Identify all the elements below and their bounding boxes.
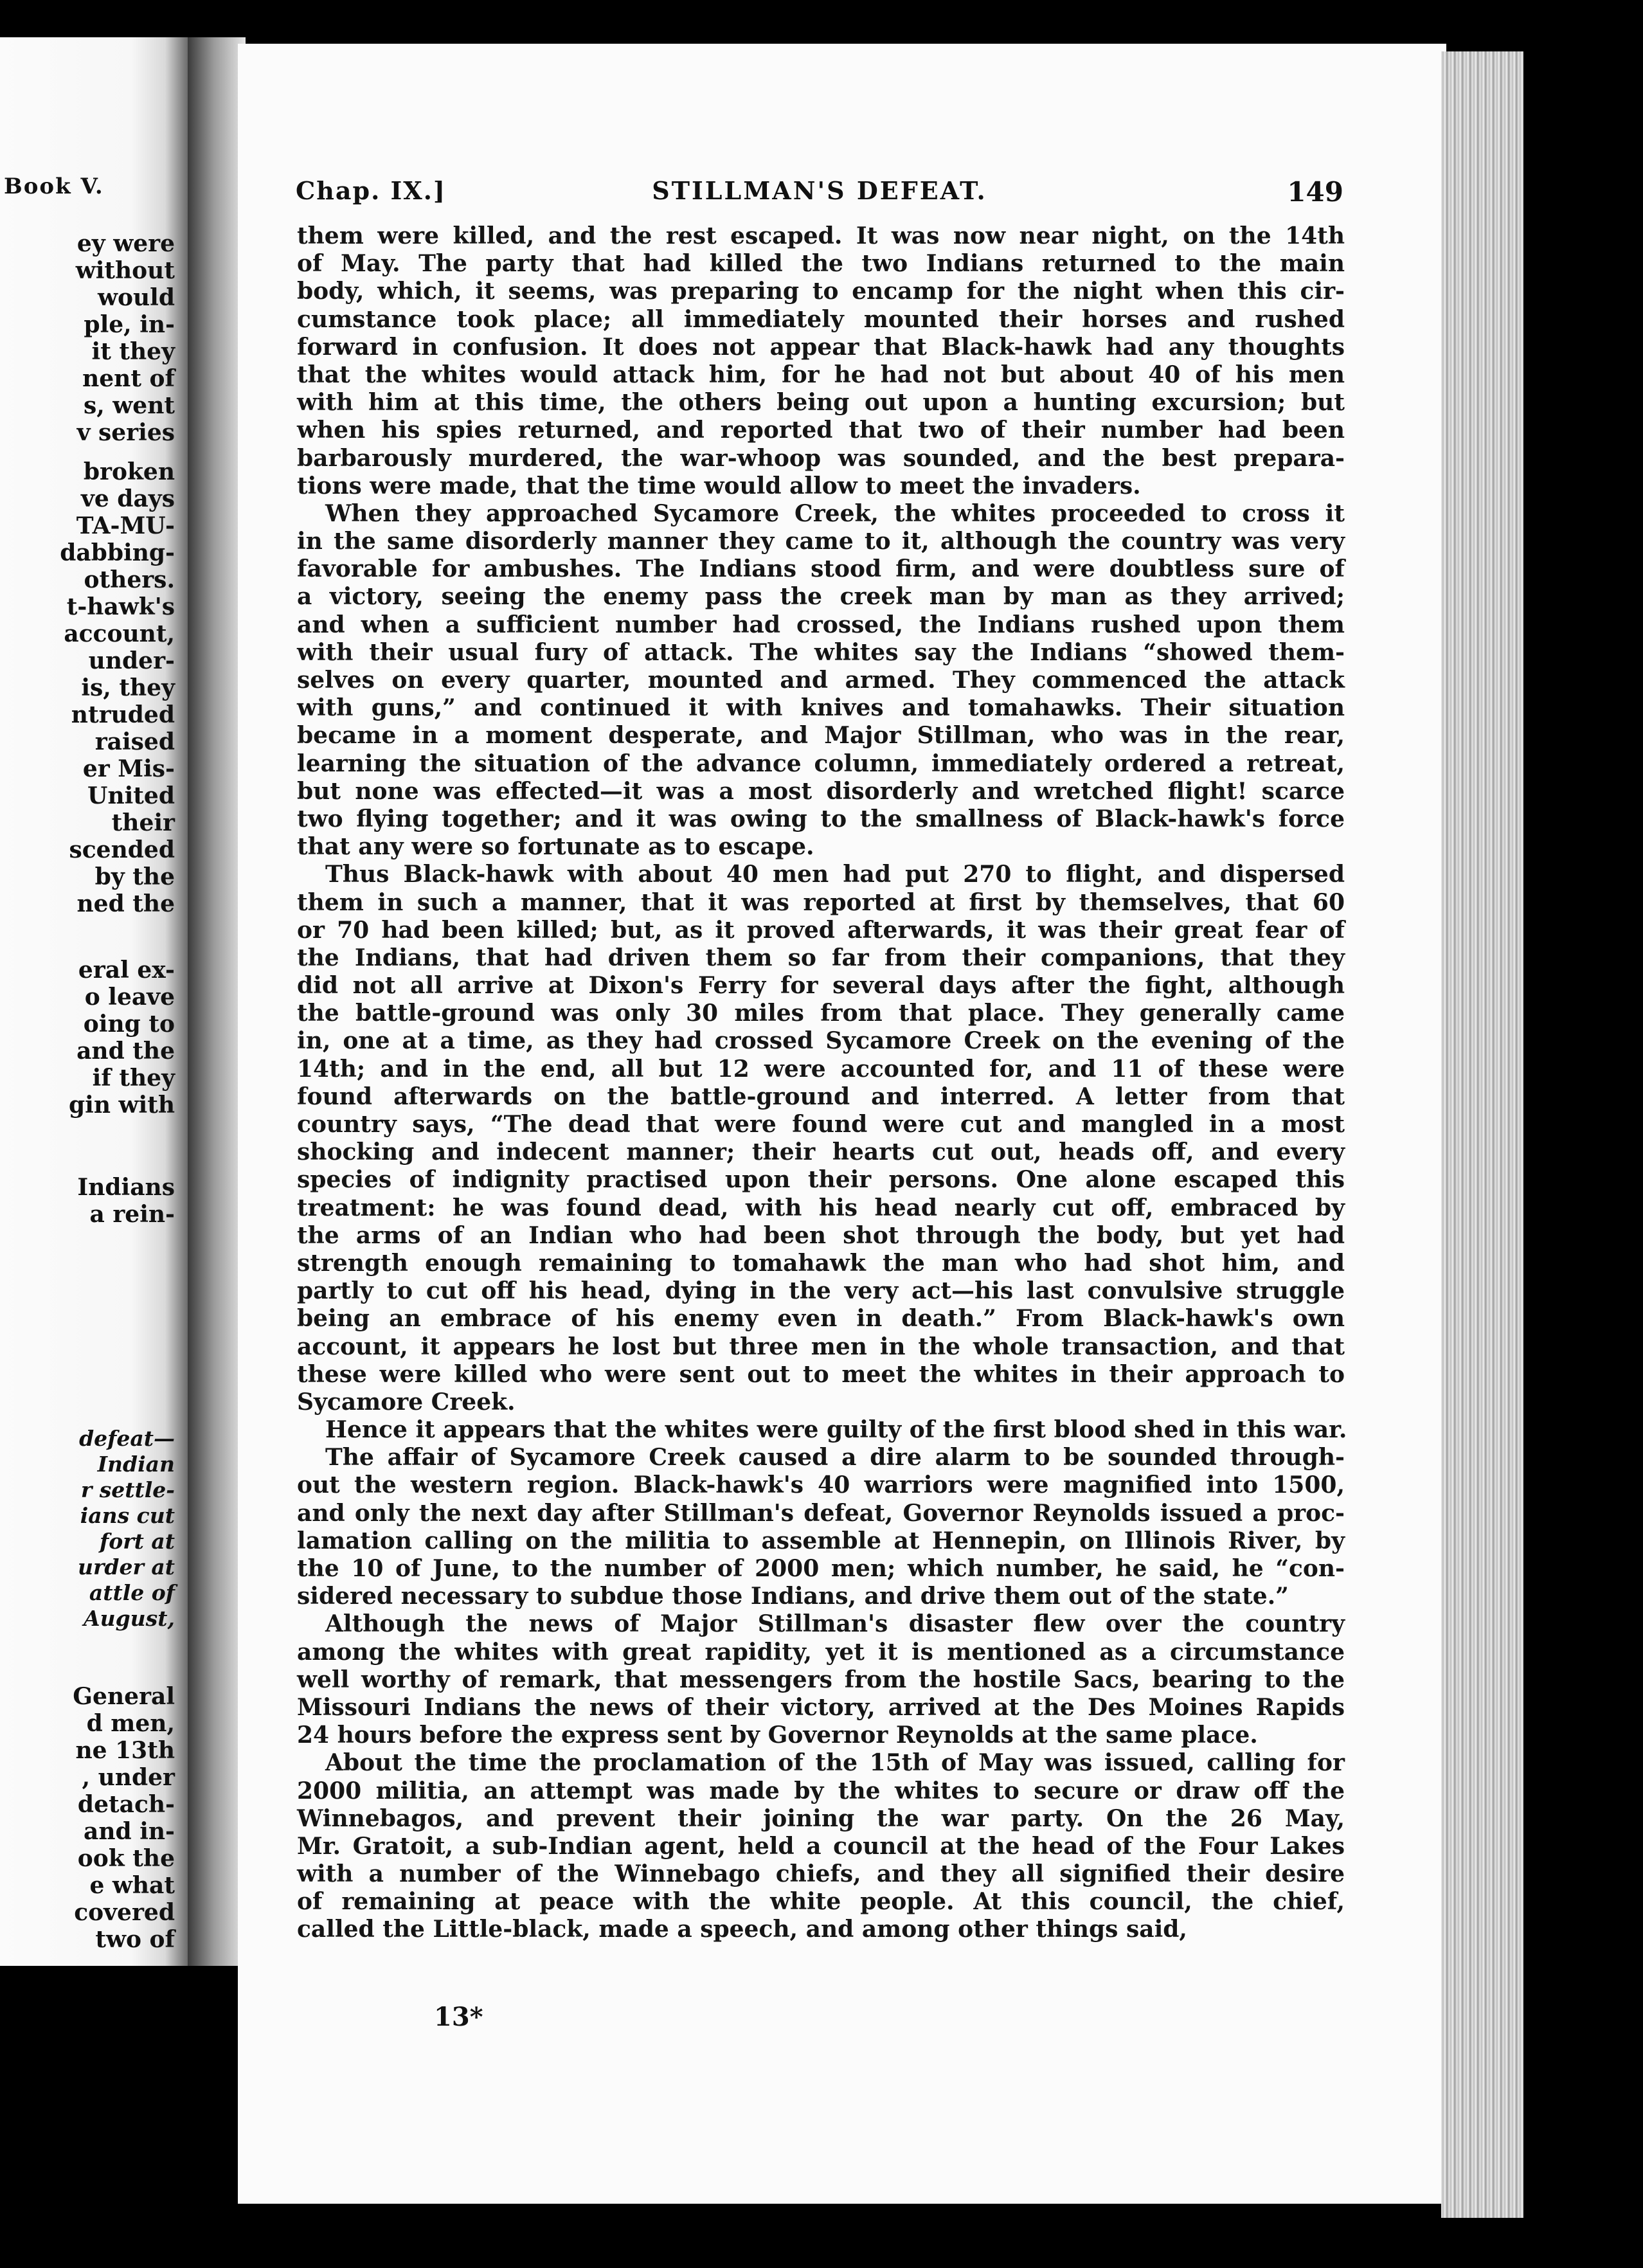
left-text-fragment: fort at (100, 1529, 175, 1554)
left-text-fragment: under- (88, 647, 175, 674)
text-line: with him at this time, the others being out upon a hunting excursion; but (297, 389, 1345, 417)
left-text-fragment: two of (95, 1926, 175, 1953)
left-text-fragment: t-hawk's (66, 593, 175, 620)
text-line: 2000 militia, an attempt was made by the whites to secure or draw off the (297, 1777, 1345, 1805)
text-line: forward in confusion. It does not appear that Black-hawk had any thoughts (297, 333, 1345, 361)
chapter-label: Chap. IX.] (296, 176, 446, 205)
body-text (297, 222, 1345, 1944)
text-line: Although the news of Major Stillman's disaster flew over the country (325, 1610, 1345, 1638)
page-number: 149 (1287, 176, 1343, 208)
left-text-fragment: nent of (82, 365, 175, 392)
left-text-fragment: covered (74, 1899, 175, 1926)
text-line: Hence it appears that the whites were guilty of the first blood shed in this war. (325, 1416, 1347, 1444)
left-text-fragment: Indian (97, 1452, 175, 1477)
left-text-fragment: ook the (77, 1845, 175, 1872)
left-text-fragment: Indians (77, 1174, 175, 1201)
left-text-fragment: TA-MU- (76, 512, 175, 539)
left-text-fragment: others. (84, 566, 175, 593)
text-line: the Indians, that had driven them so far from their companions, that they (297, 944, 1345, 971)
left-text-fragment: s, went (83, 392, 175, 419)
text-line: or 70 had been killed; but, as it proved afterwards, it was their great fear of (297, 916, 1345, 944)
text-line: the arms of an Indian who had been shot through the body, but yet had (297, 1221, 1345, 1249)
text-line: Winnebagos, and prevent their joining the war party. On the 26 May, (297, 1805, 1345, 1832)
text-line: lamation calling on the militia to assemble at Hennepin, on Illinois River, by (297, 1527, 1345, 1554)
text-line: Sycamore Creek. (297, 1388, 516, 1416)
left-text-fragment: attle of (89, 1580, 175, 1605)
left-text-fragment: er Mis- (82, 755, 175, 782)
left-text-fragment: ve days (80, 485, 175, 512)
text-line: and only the next day after Stillman's defeat, Governor Reynolds issued a proc- (297, 1499, 1345, 1527)
left-text-fragment: eral ex- (78, 957, 175, 984)
text-line: with guns,” and continued it with knives and tomahawks. Their situation (297, 694, 1345, 722)
left-text-fragment: account, (64, 620, 175, 647)
left-text-fragment: by the (94, 863, 175, 890)
left-text-fragment: urder at (78, 1554, 175, 1580)
text-line: partly to cut off his head, dying in the very act—his last convulsive struggle (297, 1277, 1345, 1305)
signature-mark: 13* (434, 2002, 483, 2032)
left-text-fragment: General (73, 1683, 175, 1710)
text-line: learning the situation of the advance column, immediately ordered a retreat, (297, 750, 1345, 777)
text-line: sidered necessary to subdue those Indians, and drive them out of the state.” (297, 1583, 1289, 1610)
text-line: did not all arrive at Dixon's Ferry for several days after the fight, although (297, 972, 1345, 1000)
text-line: About the time the proclamation of the 15th of May was issued, calling for (325, 1749, 1345, 1777)
text-line: when his spies returned, and reported that two of their number had been (297, 417, 1345, 444)
book-page (238, 44, 1446, 2204)
left-text-fragment: and the (76, 1038, 175, 1065)
text-line: favorable for ambushes. The Indians stood firm, and were doubtless sure of (297, 555, 1345, 583)
text-line: became in a moment desperate, and Major Stillman, who was in the rear, (297, 722, 1345, 750)
text-line: account, it appears he lost but three men in the whole transaction, and that (297, 1333, 1345, 1360)
left-text-fragment: it they (91, 338, 175, 365)
left-text-fragment: ians cut (80, 1503, 175, 1528)
previous-page (0, 37, 188, 1966)
left-text-fragment: would (97, 284, 175, 311)
text-line: Missouri Indians the news of their victory, arrived at the Des Moines Rapids (297, 1693, 1345, 1721)
text-line: species of indignity practised upon their persons. One alone escaped this (297, 1166, 1345, 1194)
left-text-fragment: and in- (84, 1818, 175, 1845)
text-line: body, which, it seems, was preparing to encamp for the night when this cir- (297, 278, 1345, 305)
text-line: strength enough remaining to tomahawk the man who had shot him, and (297, 1249, 1345, 1277)
text-line: but none was effected—it was a most disorderly and wretched flight! scarce (297, 777, 1345, 805)
running-head (296, 176, 1343, 215)
text-line: of May. The party that had killed the two Indians returned to the main (297, 250, 1345, 278)
left-text-fragment: their (111, 809, 175, 836)
text-line: Mr. Gratoit, a sub-Indian agent, held a council at the head of the Four Lakes (297, 1832, 1345, 1860)
left-text-fragment: is, they (81, 674, 175, 701)
page-edges (1441, 51, 1523, 2218)
left-text-fragment: o leave (84, 984, 175, 1011)
text-line: called the Little-black, made a speech, and among other things said, (297, 1916, 1187, 1943)
text-line: shocking and indecent manner; their hearts cut out, heads off, and every (297, 1138, 1345, 1166)
text-line: of remaining at peace with the white people. At this council, the chief, (297, 1888, 1345, 1916)
text-line: tions were made, that the time would allow to meet the invaders. (297, 472, 1141, 500)
page-title: STILLMAN'S DEFEAT. (652, 176, 987, 205)
text-line: with their usual fury of attack. The whites say the Indians “showed them- (297, 638, 1345, 666)
text-line: with a number of the Winnebago chiefs, and they all signified their desire (297, 1860, 1345, 1888)
left-text-fragment: ne 13th (75, 1737, 175, 1764)
left-text-fragment: August, (84, 1606, 175, 1631)
text-line: country says, “The dead that were found were cut and mangled in a most (297, 1111, 1345, 1138)
left-text-fragment: d men, (86, 1710, 175, 1737)
text-line: barbarously murdered, the war-whoop was sounded, and the best prepara- (297, 444, 1345, 472)
left-text-fragment: dabbing- (60, 539, 175, 566)
text-line: that the whites would attack him, for he had not but about 40 of his men (297, 361, 1345, 388)
text-line: out the western region. Black-hawk's 40 warriors were magnified into 1500, (297, 1472, 1345, 1499)
left-text-fragment: if they (92, 1065, 175, 1092)
text-line: the 10 of June, to the number of 2000 men; which number, he said, he “con- (297, 1555, 1345, 1582)
left-text-fragment: scended (69, 836, 175, 863)
left-text-fragment: v series (76, 419, 175, 446)
text-line: 14th; and in the end, all but 12 were accounted for, and 11 of these were (297, 1055, 1345, 1083)
text-line: When they approached Sycamore Creek, the whites proceeded to cross it (325, 500, 1345, 527)
text-line: the battle-ground was only 30 miles from that place. They generally came (297, 1000, 1345, 1027)
left-text-fragment: defeat— (79, 1426, 175, 1451)
text-line: 24 hours before the express sent by Governor Reynolds at the same place. (297, 1722, 1258, 1749)
left-text-fragment: detach- (77, 1791, 175, 1818)
left-text-fragment: r settle- (80, 1477, 175, 1502)
text-line: among the whites with great rapidity, yet it is mentioned as a circumstance (297, 1638, 1345, 1666)
left-text-fragment: e what (89, 1872, 175, 1899)
text-line: in, one at a time, as they had crossed Sycamore Creek on the evening of the (297, 1027, 1345, 1055)
text-line: Thus Black-hawk with about 40 men had put 270 to flight, and dispersed (325, 861, 1345, 888)
left-running-head: Book V. (4, 174, 104, 199)
text-line: two flying together; and it was owing to the smallness of Black-hawk's force (297, 805, 1345, 833)
left-text-fragment: United (87, 782, 175, 809)
text-line: well worthy of remark, that messengers from the hostile Sacs, bearing to the (297, 1666, 1345, 1693)
text-line: and when a sufficient number had crossed, the Indians rushed upon them (297, 611, 1345, 638)
text-line: being an embrace of his enemy even in death.” From Black-hawk's own (297, 1305, 1345, 1333)
left-text-fragment: ple, in- (84, 311, 175, 338)
text-line: The affair of Sycamore Creek caused a dire alarm to be sounded through- (325, 1444, 1345, 1472)
left-text-fragment: ntruded (71, 701, 175, 728)
left-text-fragment: gin with (68, 1092, 175, 1119)
left-text-fragment: oing to (83, 1011, 175, 1038)
text-line: treatment: he was found dead, with his head nearly cut off, embraced by (297, 1194, 1345, 1221)
text-line: cumstance took place; all immediately mounted their horses and rushed (297, 305, 1345, 333)
book-gutter (188, 37, 246, 1966)
text-line: in the same disorderly manner they came to it, although the country was very (297, 528, 1345, 555)
text-line: a victory, seeing the enemy pass the creek man by man as they arrived; (297, 583, 1345, 611)
left-text-fragment: a rein- (89, 1201, 175, 1228)
left-text-fragment: , under (82, 1764, 175, 1791)
text-line: that any were so fortunate as to escape. (297, 833, 814, 861)
left-text-fragment: broken (83, 458, 175, 485)
text-line: them in such a manner, that it was reported at first by themselves, that 60 (297, 888, 1345, 916)
text-line: these were killed who were sent out to meet the whites in their approach to (297, 1360, 1345, 1388)
text-line: found afterwards on the battle-ground and interred. A letter from that (297, 1083, 1345, 1110)
left-text-fragment: ned the (76, 890, 175, 917)
left-text-fragment: without (75, 257, 175, 284)
left-text-fragment: ey were (76, 230, 175, 257)
left-text-fragment: raised (94, 728, 175, 755)
text-line: them were killed, and the rest escaped. It was now near night, on the 14th (297, 222, 1345, 249)
text-line: selves on every quarter, mounted and armed. They commenced the attack (297, 667, 1345, 694)
